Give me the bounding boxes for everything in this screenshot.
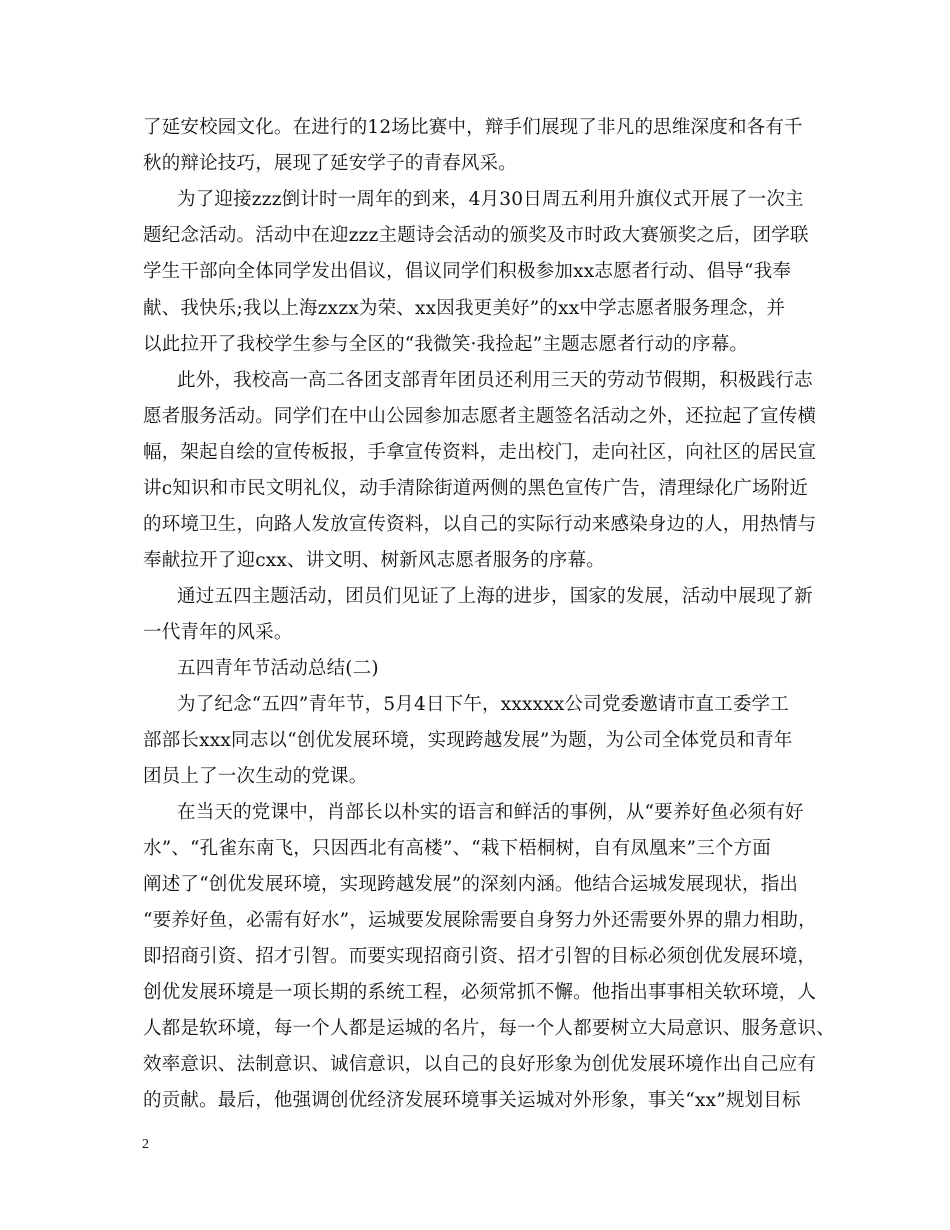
text-line-7: 以此拉开了我校学生参与全区的“我微笑·我捡起”主题志愿者行动的序幕。 xyxy=(143,334,749,355)
text-line-15: 一代青年的风采。 xyxy=(143,622,293,643)
text-line-13: 奉献拉开了迎cxx、讲文明、树新风志愿者服务的序幕。 xyxy=(143,550,605,571)
text-line-12: 的环境卫生，向路人发放宣传资料，以自己的实际行动来感染身边的人，用热情与 xyxy=(143,514,817,535)
text-line-1: 了延安校园文化。在进行的12场比赛中，辩手们展现了非凡的思维深度和各有千 xyxy=(143,117,803,138)
text-line-18: 部部长xxx同志以“创优发展环境，实现跨越发展”为题，为公司全体党员和青年 xyxy=(143,730,793,751)
text-line-27: 效率意识、法制意识、诚信意识，以自己的良好形象为创优发展环境作出自己应有 xyxy=(143,1054,817,1075)
text-line-25: 创优发展环境是一项长期的系统工程，必须常抓不懈。他指出事事相关软环境，人 xyxy=(143,982,817,1003)
text-line-19: 团员上了一次生动的党课。 xyxy=(143,766,368,787)
text-line-21: 水”、“孔雀东南飞，只因西北有高楼”、“栽下梧桐树，自有凤凰来”三个方面 xyxy=(143,838,771,859)
text-line-26: 人都是软环境，每一个人都是运城的名片，每一个人都要树立大局意识、服务意识、 xyxy=(143,1018,835,1039)
text-line-2: 秋的辩论技巧，展现了延安学子的青春风采。 xyxy=(143,153,518,174)
text-line-5: 学生干部向全体同学发出倡议，倡议同学们积极参加xx志愿者行动、倡导“我奉 xyxy=(143,261,792,282)
text-line-3: 为了迎接zzz倒计时一周年的到来，4月30日周五利用升旗仪式开展了一次主 xyxy=(177,189,804,210)
text-line-10: 幅，架起自绘的宣传板报，手拿宣传资料，走出校门，走向社区，向社区的居民宣 xyxy=(143,442,817,463)
text-line-28: 的贡献。最后，他强调创优经济发展环境事关运城对外形象，事关“xx”规划目标 xyxy=(143,1090,801,1111)
text-line-4: 题纪念活动。活动中在迎zzz主题诗会活动的颁奖及市时政大赛颁奖之后，团学联 xyxy=(143,225,809,246)
text-line-9: 愿者服务活动。同学们在中山公园参加志愿者主题签名活动之外，还拉起了宣传横 xyxy=(143,406,817,427)
page-number: 2 xyxy=(142,1137,149,1152)
text-line-14: 通过五四主题活动，团员们见证了上海的进步，国家的发展，活动中展现了新 xyxy=(177,586,813,607)
text-line-24: 即招商引资、招才引智。而要实现招商引资、招才引智的目标必须创优发展环境， xyxy=(143,946,817,967)
text-line-23: “要养好鱼，必需有好水”，运城要发展除需要自身努力外还需要外界的鼎力相助， xyxy=(143,910,817,931)
text-line-20: 在当天的党课中，肖部长以朴实的语言和鲜活的事例，从“要养好鱼必须有好 xyxy=(177,802,804,823)
text-line-17: 为了纪念“五四”青年节，5月4日下午，xxxxxx公司党委邀请市直工委学工 xyxy=(177,694,789,715)
text-line-22: 阐述了“创优发展环境，实现跨越发展”的深刻内涵。他结合运城发展现状，指出 xyxy=(143,874,799,895)
section-heading: 五四青年节活动总结(二) xyxy=(177,658,379,679)
text-line-8: 此外，我校高一高二各团支部青年团员还利用三天的劳动节假期，积极践行志 xyxy=(177,370,813,391)
text-line-11: 讲c知识和市民文明礼仪，动手清除街道两侧的黑色宣传广告，清理绿化广场附近 xyxy=(143,478,809,499)
text-line-6: 献、我快乐;我以上海zxzx为荣、xx因我更美好”的xx中学志愿者服务理念，并 xyxy=(143,298,786,319)
